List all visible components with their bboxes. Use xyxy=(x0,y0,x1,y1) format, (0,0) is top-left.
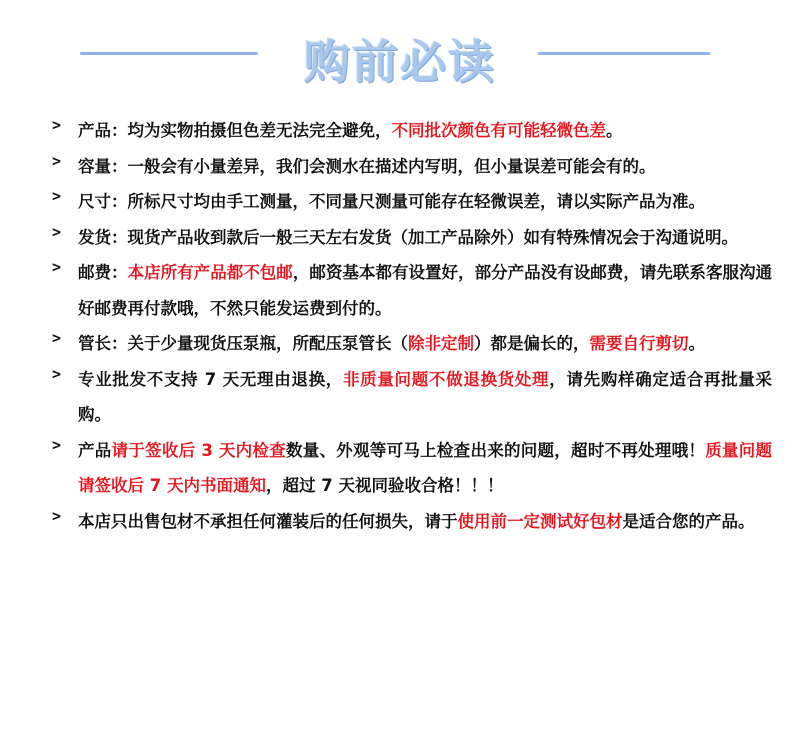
highlight-text: 请于签收后 3 天内检查 xyxy=(111,440,286,460)
highlight-text: 不同批次颜色有可能轻微色差 xyxy=(391,121,606,140)
notice-text xyxy=(78,433,772,504)
body-text: ，请先购样确定适合再批量采购。 xyxy=(78,369,773,424)
notice-item xyxy=(52,184,772,220)
body-text: 数量、外观等可马上检查出来的问题，超时不再处理哦！ xyxy=(285,440,706,460)
body-text: 本店只出售包材不承担任何灌装后的任何损失，请于 xyxy=(78,511,458,531)
body-text: ，邮资基本都有设置好，部分产品没有设邮费，请先联系客服沟通好邮费再付款哦，不然只能发运费到付的。 xyxy=(78,263,773,318)
chevron-right-icon: > xyxy=(52,151,62,170)
body-text: 。 xyxy=(688,334,705,353)
highlight-text: 除非定制 xyxy=(408,334,474,353)
body-text: ）都是偏长的， xyxy=(474,334,590,353)
chevron-right-icon: > xyxy=(52,222,62,241)
notice-text xyxy=(78,255,772,326)
notice-text xyxy=(78,184,772,220)
notice-item xyxy=(52,326,772,362)
body-text: 发货：现货产品收到款后一般三天左右发货（加工产品除外）如有特殊情况会于沟通说明。 xyxy=(78,227,738,247)
body-text: 是适合您的产品。 xyxy=(622,511,755,531)
chevron-right-icon: > xyxy=(52,364,62,383)
chevron-right-icon: > xyxy=(52,329,62,347)
body-text: 产品 xyxy=(78,440,112,460)
header xyxy=(0,22,800,92)
body-text: 专业批发不支持 7 天无理由退换， xyxy=(78,369,343,389)
highlight-text: 使用前一定测试好包材 xyxy=(457,511,623,531)
body-text: 邮费： xyxy=(78,263,128,282)
highlight-text: 本店所有产品都不包邮 xyxy=(127,263,293,282)
highlight-text: 需要自行剪切 xyxy=(589,334,689,353)
chevron-right-icon: > xyxy=(52,116,62,134)
notice-item xyxy=(52,255,772,326)
chevron-right-icon: > xyxy=(52,258,62,276)
body-text: 管长：关于少量现货压泵瓶，所配压泵管长（ xyxy=(78,334,408,353)
notice-text xyxy=(78,220,772,256)
highlight-text: 质量问题请签收后 7 天内书面通知 xyxy=(78,440,773,495)
notice-item xyxy=(52,149,772,185)
notice-text xyxy=(78,504,772,540)
notice-text xyxy=(78,149,772,185)
body-text: 尺寸：所标尺寸均由手工测量，不同量尺测量可能存在轻微误差，请以实际产品为准。 xyxy=(78,192,705,211)
body-text: 容量：一般会有小量差异，我们会测水在描述内写明，但小量误差可能会有的。 xyxy=(78,156,656,176)
chevron-right-icon: > xyxy=(52,506,62,525)
chevron-right-icon: > xyxy=(52,187,62,205)
notice-item xyxy=(52,362,772,433)
notice-item xyxy=(52,220,772,256)
notice-text xyxy=(78,113,772,149)
body-text: 。 xyxy=(606,121,623,140)
header-line-left xyxy=(80,52,258,55)
page-title: 购前必读 xyxy=(304,35,496,89)
body-text: ，超过 7 天视同验收合格！！！ xyxy=(265,476,504,495)
notice-item xyxy=(52,433,772,504)
notice-text xyxy=(78,326,772,362)
notice-list xyxy=(52,113,772,539)
highlight-text: 非质量问题不做退换货处理 xyxy=(342,369,550,389)
notice-item xyxy=(52,504,772,540)
body-text: 产品：均为实物拍摄但色差无法完全避免， xyxy=(78,121,392,140)
notice-item xyxy=(52,113,772,149)
header-line-right xyxy=(538,52,710,55)
notice-text xyxy=(78,362,772,433)
chevron-right-icon: > xyxy=(52,435,62,454)
